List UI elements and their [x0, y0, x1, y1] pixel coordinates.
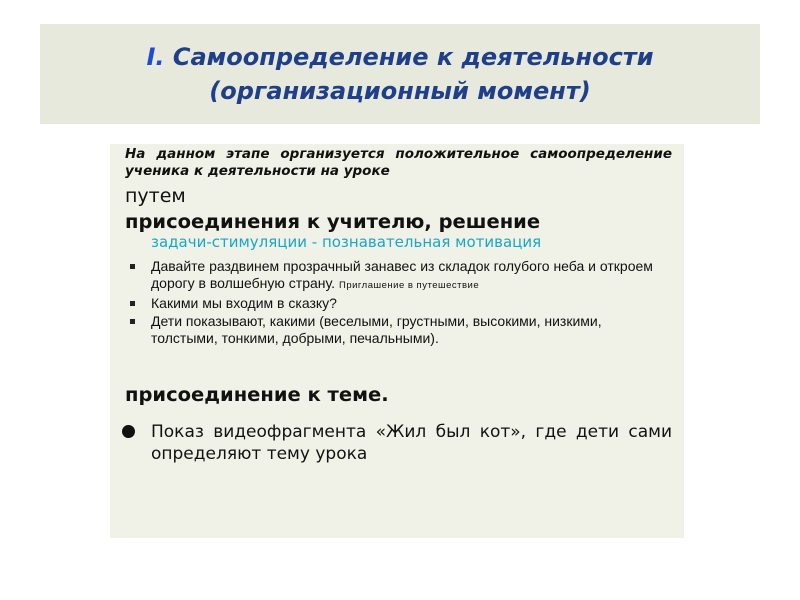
section-number: I.	[146, 43, 165, 71]
way-text: путем	[125, 185, 186, 207]
intro-text: На данном этапе организуется положительное самоопределение ученика к деятельности на уроке	[125, 146, 672, 179]
bullet-text: Давайте раздвинем прозрачный занавес из складок голубого неба и откроем дорогу в волшебную страну.	[151, 258, 653, 291]
motivation-text: задачи-стимуляции - познавательная мотивация	[151, 233, 542, 251]
bullet-text: Какими мы входим в сказку?	[151, 295, 337, 311]
bullet-list	[125, 258, 672, 347]
square-bullet-icon	[130, 301, 135, 306]
video-text: Показ видеофрагмента «Жил был кот», где дети сами определяют тему урока	[151, 422, 672, 464]
round-bullet-icon	[122, 425, 135, 438]
title-subtitle: (организационный момент)	[209, 77, 591, 105]
title-text: Самоопределение к деятельности	[172, 43, 654, 71]
title-line-1	[146, 40, 653, 74]
square-bullet-icon	[130, 264, 135, 269]
bullet-item	[125, 258, 672, 294]
title-band	[40, 24, 760, 124]
invitation-note: Приглашение в путешествие	[338, 280, 480, 291]
bullet-text: Дети показывают, какими (веселыми, грустными, высокими, низкими, толстыми, тонкими, добрыми, печальными).	[151, 313, 602, 346]
bullet-item	[125, 295, 672, 312]
join-teacher-heading: присоединения к учителю, решение	[125, 210, 541, 233]
video-item	[125, 421, 672, 465]
content-panel	[110, 144, 684, 538]
slide-title	[146, 40, 653, 108]
square-bullet-icon	[130, 319, 135, 324]
bullet-item	[125, 313, 672, 347]
content-body	[125, 144, 672, 465]
join-topic-heading: присоединение к теме.	[125, 383, 389, 406]
